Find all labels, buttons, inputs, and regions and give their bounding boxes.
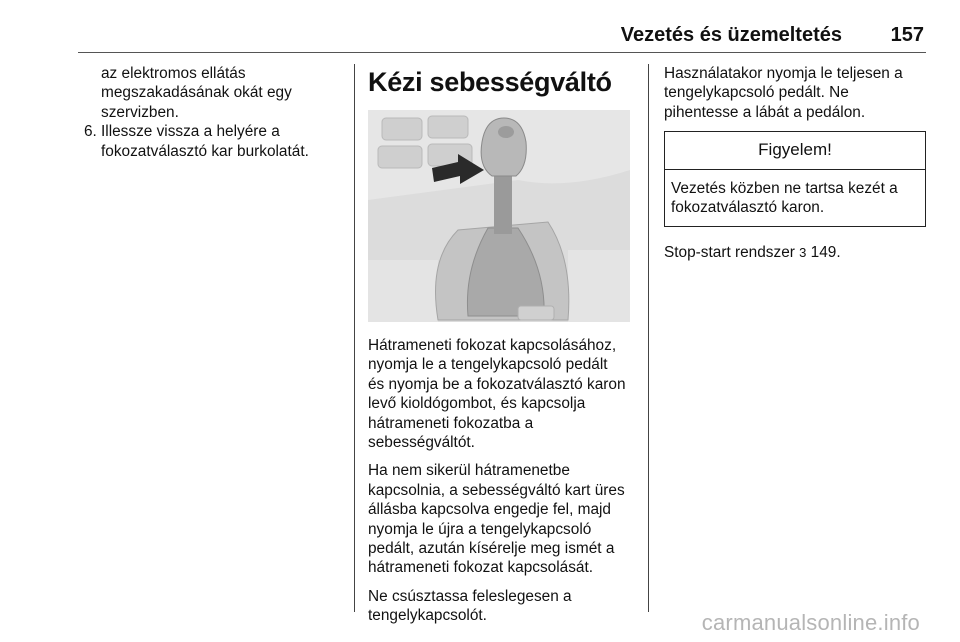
column-divider-2 xyxy=(648,64,649,612)
reference-page: 149. xyxy=(810,244,841,262)
step-6: 6. Illessze vissza a helyére a fokozatválasztó kar burkolatát. xyxy=(84,123,309,160)
page-header xyxy=(78,20,926,53)
column-divider-1 xyxy=(354,64,355,612)
cross-reference[interactable]: Stop-start rendszer 3 149. xyxy=(664,244,841,262)
column-1 xyxy=(78,64,350,161)
page-reference-icon: 3 xyxy=(799,245,807,261)
watermark: carmanualsonline.info xyxy=(701,610,920,635)
page-number: 157 xyxy=(890,24,924,46)
continuation-text: az elektromos ellátás megszakadásának okát egy szervizben. xyxy=(101,65,292,121)
step-number: 6. xyxy=(84,123,97,141)
warning-text: Vezetés közben ne tartsa kezét a fokozatválasztó karon. xyxy=(671,179,898,217)
column-2 xyxy=(368,64,636,635)
paragraph-retry: Ha nem sikerül hátramenetbe kapcsolnia, a sebességváltó kart üres állásba kapcsolva engedje fel, majd nyomja le újra a tengelykapcsoló pedált, azután kísérelje meg ismét a hátrameneti fokozat kapcsolását. xyxy=(368,462,625,577)
warning-title: Figyelem! xyxy=(665,132,925,169)
warning-box xyxy=(664,131,926,227)
paragraph-reverse-gear: Hátrameneti fokozat kapcsolásához, nyomja le a tengelykapcsoló pedált és nyomja be a fokozatválasztó karon levő kioldógombot, és kapcsolja hátrameneti fokozatba a sebességváltót. xyxy=(368,337,626,452)
gear-shift-figure xyxy=(368,110,630,322)
paragraph-pedal-usage: Használatakor nyomja le teljesen a tengelykapcsoló pedált. Ne pihentesse a lábát a pedálon. xyxy=(664,65,903,121)
column-3 xyxy=(664,64,926,272)
running-title: Vezetés és üzemeltetés xyxy=(620,24,842,46)
section-heading: Kézi sebességváltó xyxy=(368,67,612,97)
manual-gear-shift-lever-illustration xyxy=(368,110,630,322)
paragraph-clutch: Ne csúsztassa feleslegesen a tengelykapcsolót. xyxy=(368,587,572,625)
